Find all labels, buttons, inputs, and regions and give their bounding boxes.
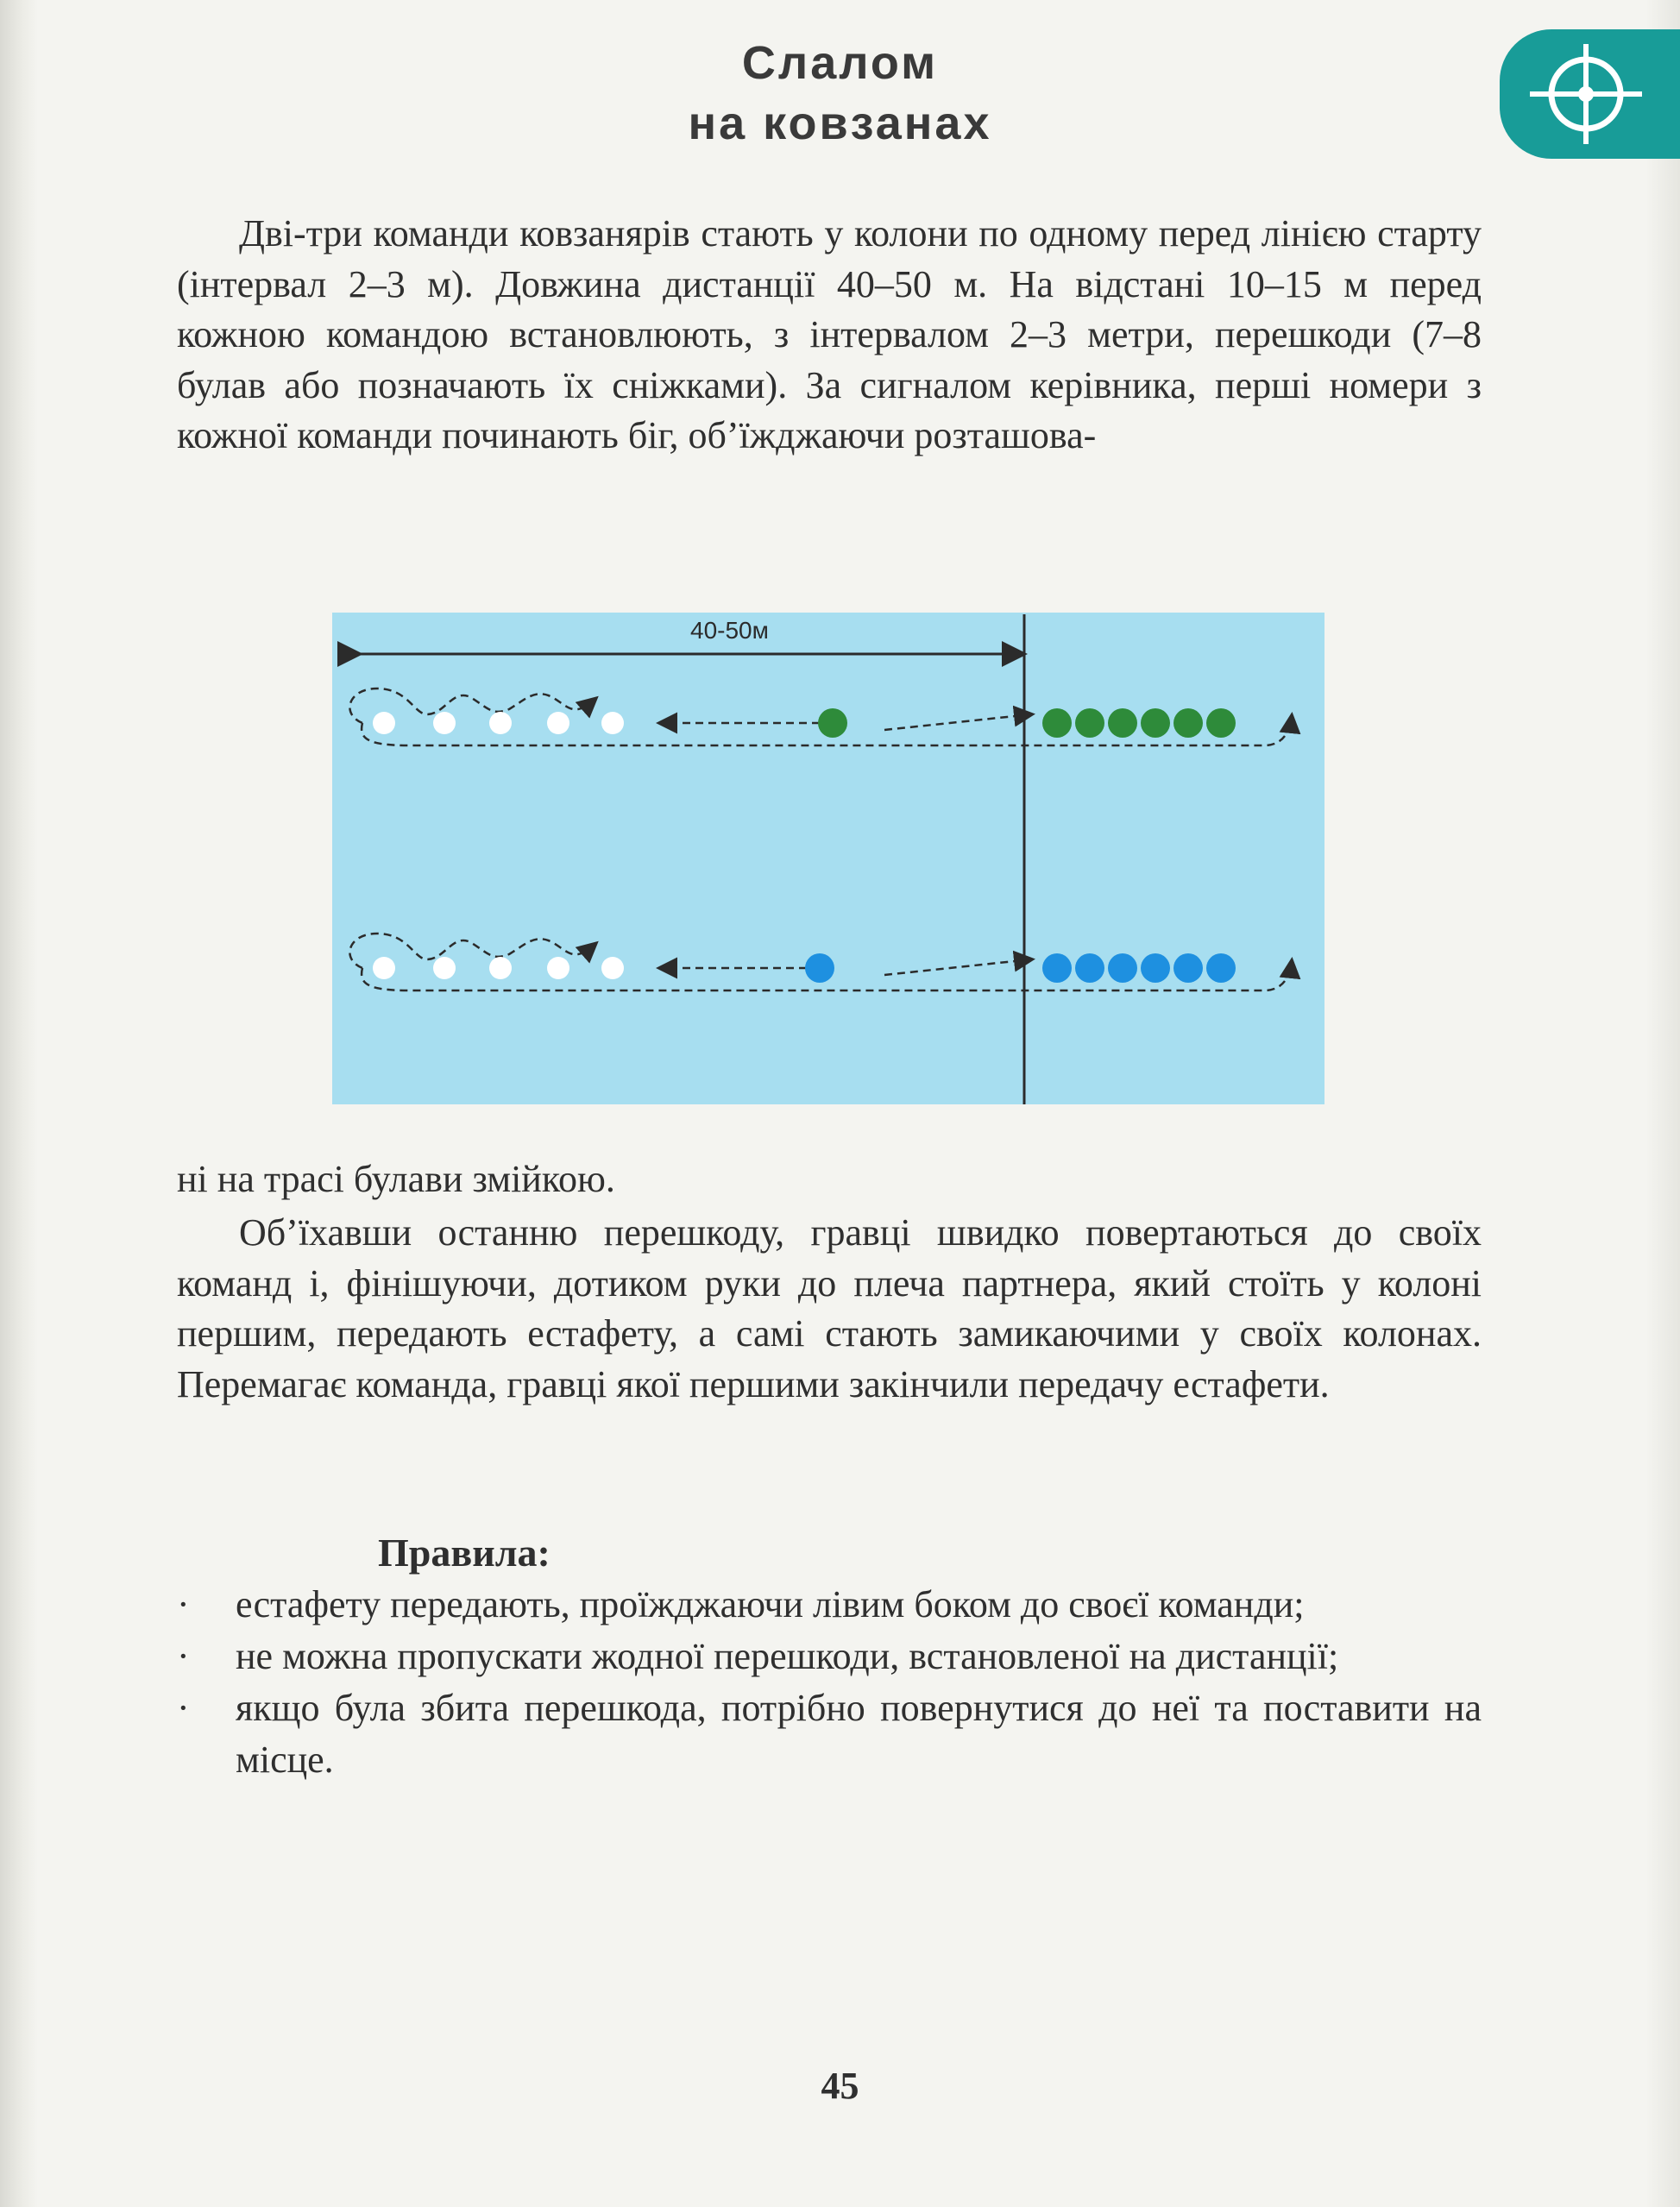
target-crosshair-icon <box>1521 40 1651 148</box>
blue-runner <box>805 953 834 983</box>
blue-player <box>1141 953 1170 983</box>
green-obstacle <box>489 712 512 734</box>
book-spine-shadow <box>0 0 38 2207</box>
blue-player <box>1108 953 1137 983</box>
blue-player <box>1075 953 1104 983</box>
green-obstacle <box>547 712 569 734</box>
section-badge <box>1500 29 1680 159</box>
green-player <box>1042 708 1072 738</box>
return-paragraph: Об’їхавши останню перешкоду, гравці швидко повертаються до своїх команд і, фінішуючи, дотиком руки до плеча партнера, який стоїть у колоні першим, передають естафету, а самі стають замикаючими у своїх колонах. Перемагає команда, гравці якої першими закінчили передачу естафети. <box>177 1211 1482 1405</box>
green-player <box>1075 708 1104 738</box>
slalom-diagram <box>332 613 1324 1104</box>
page-edge-shadow <box>1645 0 1680 2207</box>
blue-obstacle <box>489 957 512 979</box>
green-player <box>1206 708 1236 738</box>
green-obstacle <box>433 712 456 734</box>
green-player <box>1173 708 1203 738</box>
blue-player <box>1042 953 1072 983</box>
rule-item <box>177 1631 1482 1682</box>
page-title-line2: на ковзанах <box>688 97 992 149</box>
page-title-line1: Слалом <box>741 37 939 89</box>
blue-player <box>1173 953 1203 983</box>
rule-item <box>177 1579 1482 1631</box>
green-runner <box>818 708 847 738</box>
page-number: 45 <box>821 2065 859 2107</box>
blue-obstacle <box>547 957 569 979</box>
rule-text: не можна пропускати жодної перешкоди, встановленої на дистанції; <box>236 1635 1339 1677</box>
rule-text: якщо була збита перешкода, потрібно повернутися до неї та поставити на місце. <box>236 1687 1482 1781</box>
diagram-background <box>332 613 1324 1104</box>
green-obstacle <box>601 712 624 734</box>
intro-paragraph: Дві-три команди ковзанярів стають у колони по одному перед лінією старту (інтервал 2–3 м). Довжина дистанції 40–50 м. На відстані 10–15 м перед кожною командою встановлюють, з інтервалом 2–3 метри, перешкоди (7–8 булав або позначають їх сніжками). За сигналом керівника, перші номери з кожної команди починають біг, об’їжджаючи розташова- <box>177 212 1482 456</box>
rule-text: естафету передають, проїжджаючи лівим боком до своєї команди; <box>236 1583 1305 1625</box>
blue-obstacle <box>373 957 395 979</box>
rules-list <box>177 1579 1482 1786</box>
continuation-paragraph: ні на трасі булави змійкою. <box>177 1158 615 1200</box>
bullet-mark: · <box>177 1687 190 1729</box>
rules-heading: Правила: <box>378 1531 551 1575</box>
bullet-mark: · <box>177 1635 190 1677</box>
green-obstacle <box>373 712 395 734</box>
blue-obstacle <box>433 957 456 979</box>
blue-obstacle <box>601 957 624 979</box>
blue-player <box>1206 953 1236 983</box>
distance-label: 40-50м <box>690 617 769 644</box>
green-player <box>1141 708 1170 738</box>
bullet-mark: · <box>177 1583 190 1625</box>
rule-item <box>177 1682 1482 1786</box>
green-player <box>1108 708 1137 738</box>
